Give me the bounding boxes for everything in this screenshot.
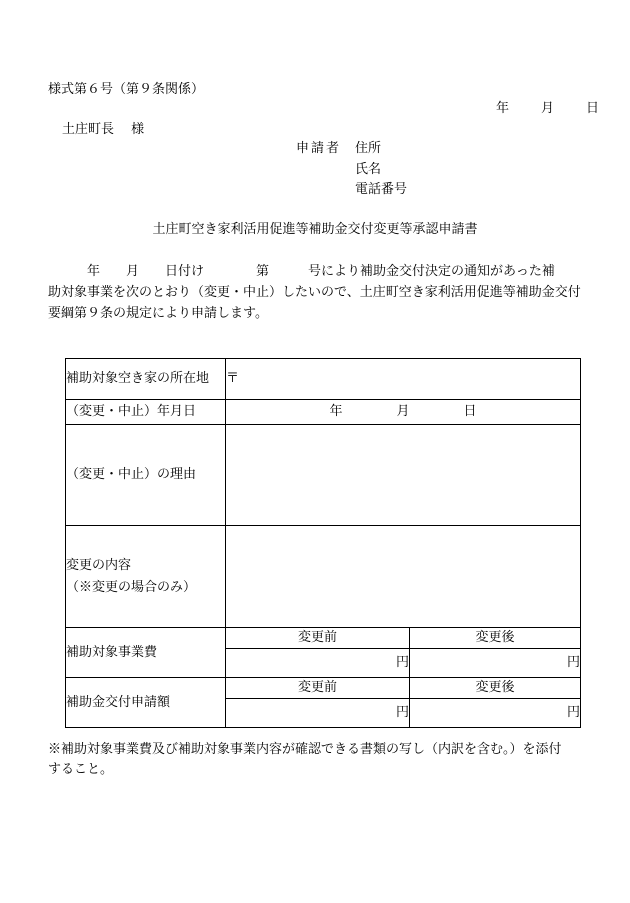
project-cost-before-header: 変更前	[226, 628, 410, 649]
submission-date	[496, 101, 599, 117]
name-label: 氏名	[355, 162, 382, 177]
date-year-label: 年	[496, 101, 510, 116]
change-date-year: 年	[329, 404, 343, 420]
grant-amount-header-row	[66, 678, 581, 699]
note-line-2: すること。	[48, 762, 114, 777]
location-field[interactable]	[226, 359, 581, 400]
applicant-label: 申請者	[296, 141, 342, 156]
address-label: 住所	[355, 141, 382, 156]
body-line-2: 助対象事業を次のとおり（変更・中止）したいので、土庄町空き家利活用促進等補助金交付	[48, 285, 581, 300]
project-cost-after-header: 変更後	[410, 628, 581, 649]
change-date-row	[66, 400, 581, 425]
attachment-note	[48, 740, 604, 780]
grant-amount-after-header: 変更後	[410, 678, 581, 699]
date-day-label: 日	[586, 101, 600, 116]
form-number: 様式第６号（第９条関係）	[48, 82, 205, 97]
location-label: 補助対象空き家の所在地	[66, 359, 226, 400]
addressee: 土庄町長 様	[62, 122, 145, 137]
yen-unit: 円	[395, 655, 409, 671]
reason-label: （変更・中止）の理由	[66, 425, 226, 526]
date-month-label: 月	[541, 101, 555, 116]
body-line-1: 年 月 日付け 第 号により補助金交付決定の通知があった補	[48, 264, 555, 279]
yen-unit: 円	[567, 655, 581, 671]
note-line-1: ※補助対象事業費及び補助対象事業内容が確認できる書類の写し（内訳を含む。）を添付	[48, 742, 562, 757]
change-content-label-line-2: （※変更の場合のみ）	[66, 579, 197, 595]
postal-mark: 〒	[226, 371, 240, 387]
grant-amount-after-field[interactable]	[410, 699, 581, 728]
grant-amount-before-header: 変更前	[226, 678, 410, 699]
reason-field[interactable]	[226, 425, 581, 526]
change-date-day: 日	[463, 404, 477, 420]
applicant-address-line	[296, 141, 381, 157]
application-table	[65, 358, 581, 728]
document-title: 土庄町空き家利活用促進等補助金交付変更等承認申請書	[152, 222, 478, 237]
change-content-label	[66, 526, 226, 628]
body-line-3: 要綱第９条の規定により申請します。	[48, 306, 268, 321]
change-content-row	[66, 526, 581, 628]
change-date-label: （変更・中止）年月日	[66, 400, 226, 425]
grant-amount-label: 補助金交付申請額	[66, 678, 226, 728]
reason-row	[66, 425, 581, 526]
change-date-month: 月	[396, 404, 410, 420]
grant-amount-before-field[interactable]	[226, 699, 410, 728]
phone-label: 電話番号	[355, 182, 408, 197]
yen-unit: 円	[567, 705, 581, 721]
change-content-field[interactable]	[226, 526, 581, 628]
application-body	[48, 261, 600, 324]
project-cost-before-field[interactable]	[226, 649, 410, 678]
change-content-label-line-1: 変更の内容	[66, 557, 132, 573]
yen-unit: 円	[395, 705, 409, 721]
project-cost-after-field[interactable]	[410, 649, 581, 678]
location-row	[66, 359, 581, 400]
project-cost-header-row	[66, 628, 581, 649]
change-date-field[interactable]	[226, 400, 581, 425]
project-cost-label: 補助対象事業費	[66, 628, 226, 678]
